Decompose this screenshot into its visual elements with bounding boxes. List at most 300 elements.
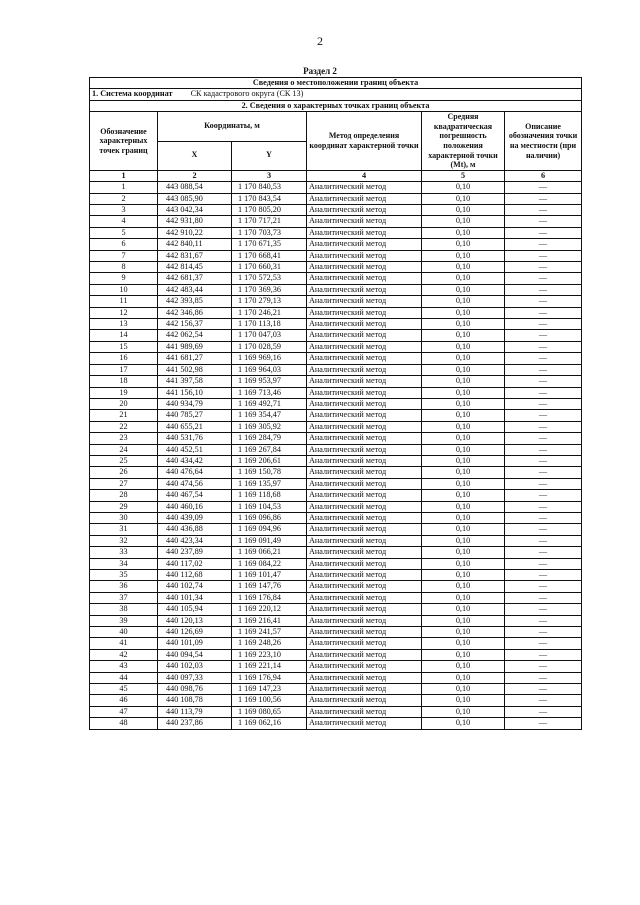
y-coordinate-cell: 1 169 241,57 [232,627,307,638]
method-cell: Аналитический метод [307,273,422,284]
description-cell: — [505,467,582,478]
x-coordinate-cell: 440 476,64 [158,467,232,478]
x-coordinate-cell: 440 237,86 [158,718,232,729]
description-cell: — [505,547,582,558]
method-cell: Аналитический метод [307,661,422,672]
y-coordinate-cell: 1 169 176,94 [232,672,307,683]
method-cell: Аналитический метод [307,227,422,238]
x-coordinate-cell: 441 681,27 [158,353,232,364]
table-row [90,501,582,512]
table-row [90,262,582,273]
table-row [90,205,582,216]
y-coordinate-cell: 1 169 066,21 [232,547,307,558]
point-number-cell: 22 [90,421,158,432]
table-row [90,319,582,330]
point-number-cell: 21 [90,410,158,421]
error-cell: 0,10 [422,558,505,569]
description-cell: — [505,695,582,706]
point-number-cell: 39 [90,615,158,626]
table-body [90,182,582,730]
point-number-cell: 10 [90,284,158,295]
table-header [90,78,582,182]
column-numbers-row [90,170,582,181]
table-row [90,398,582,409]
coord-system-row [90,89,582,100]
x-coordinate-cell: 440 434,42 [158,455,232,466]
error-cell: 0,10 [422,581,505,592]
x-coordinate-cell: 440 113,79 [158,706,232,717]
description-cell: — [505,387,582,398]
method-cell: Аналитический метод [307,398,422,409]
point-number-cell: 17 [90,364,158,375]
error-cell: 0,10 [422,638,505,649]
coord-system-value: СК кадастрового округа (СК 13) [190,89,304,99]
y-coordinate-cell: 1 170 279,13 [232,296,307,307]
table-row [90,421,582,432]
method-cell: Аналитический метод [307,182,422,193]
table-row [90,512,582,523]
x-coordinate-cell: 440 102,74 [158,581,232,592]
y-coordinate-cell: 1 170 047,03 [232,330,307,341]
x-coordinate-cell: 442 840,11 [158,239,232,250]
y-coordinate-cell: 1 169 094,96 [232,524,307,535]
method-cell: Аналитический метод [307,205,422,216]
x-coordinate-cell: 440 108,78 [158,695,232,706]
y-coordinate-cell: 1 169 135,97 [232,478,307,489]
method-cell: Аналитический метод [307,501,422,512]
y-coordinate-cell: 1 169 354,47 [232,410,307,421]
error-cell: 0,10 [422,570,505,581]
table-row [90,478,582,489]
y-coordinate-cell: 1 169 104,53 [232,501,307,512]
point-number-cell: 8 [90,262,158,273]
error-cell: 0,10 [422,524,505,535]
y-coordinate-cell: 1 170 660,31 [232,262,307,273]
y-coordinate-cell: 1 169 284,79 [232,433,307,444]
y-coordinate-cell: 1 169 096,86 [232,512,307,523]
method-cell: Аналитический метод [307,444,422,455]
y-coordinate-cell: 1 169 953,97 [232,376,307,387]
error-cell: 0,10 [422,376,505,387]
point-number-cell: 43 [90,661,158,672]
method-cell: Аналитический метод [307,592,422,603]
error-cell: 0,10 [422,695,505,706]
point-number-cell: 23 [90,433,158,444]
col-number: 2 [158,170,232,181]
y-coordinate-cell: 1 170 246,21 [232,307,307,318]
x-coordinate-cell: 440 474,56 [158,478,232,489]
method-cell: Аналитический метод [307,364,422,375]
page-number: 2 [317,34,323,48]
point-number-cell: 37 [90,592,158,603]
description-cell: — [505,376,582,387]
description-cell: — [505,638,582,649]
description-cell: — [505,319,582,330]
point-number-cell: 27 [90,478,158,489]
y-coordinate-cell: 1 169 964,03 [232,364,307,375]
point-number-cell: 25 [90,455,158,466]
col-number: 5 [422,170,505,181]
method-cell: Аналитический метод [307,284,422,295]
table-row [90,695,582,706]
table-row [90,718,582,729]
x-coordinate-cell: 440 117,02 [158,558,232,569]
table-row [90,649,582,660]
x-coordinate-cell: 440 097,33 [158,672,232,683]
method-cell: Аналитический метод [307,604,422,615]
table-row [90,364,582,375]
y-coordinate-cell: 1 169 206,61 [232,455,307,466]
header-x: X [158,141,232,170]
table-row [90,307,582,318]
method-cell: Аналитический метод [307,467,422,478]
x-coordinate-cell: 440 467,54 [158,490,232,501]
point-number-cell: 2 [90,193,158,204]
method-cell: Аналитический метод [307,239,422,250]
point-number-cell: 34 [90,558,158,569]
error-cell: 0,10 [422,455,505,466]
point-number-cell: 12 [90,307,158,318]
table-row [90,570,582,581]
method-cell: Аналитический метод [307,718,422,729]
x-coordinate-cell: 442 814,45 [158,262,232,273]
error-cell: 0,10 [422,216,505,227]
x-coordinate-cell: 442 831,67 [158,250,232,261]
error-cell: 0,10 [422,410,505,421]
table-row [90,433,582,444]
table-row [90,672,582,683]
y-coordinate-cell: 1 169 305,92 [232,421,307,432]
description-cell: — [505,581,582,592]
error-cell: 0,10 [422,684,505,695]
x-coordinate-cell: 440 120,13 [158,615,232,626]
y-coordinate-cell: 1 169 216,41 [232,615,307,626]
x-coordinate-cell: 441 156,10 [158,387,232,398]
description-cell: — [505,433,582,444]
description-cell: — [505,364,582,375]
error-cell: 0,10 [422,262,505,273]
header-description: Описание обозначения точки на местности (при наличии) [505,112,582,171]
y-coordinate-cell: 1 170 703,73 [232,227,307,238]
table-row [90,490,582,501]
description-cell: — [505,592,582,603]
table-row [90,182,582,193]
table-row [90,239,582,250]
description-cell: — [505,398,582,409]
point-number-cell: 5 [90,227,158,238]
error-cell: 0,10 [422,319,505,330]
header-error: Средняя квадратическая погрешность положения характерной точки (Mt), м [422,112,505,171]
error-cell: 0,10 [422,627,505,638]
error-cell: 0,10 [422,535,505,546]
x-coordinate-cell: 442 483,44 [158,284,232,295]
table-row [90,330,582,341]
error-cell: 0,10 [422,353,505,364]
method-cell: Аналитический метод [307,250,422,261]
method-cell: Аналитический метод [307,455,422,466]
description-cell: — [505,524,582,535]
table-row [90,592,582,603]
description-cell: — [505,706,582,717]
table-row [90,604,582,615]
error-cell: 0,10 [422,364,505,375]
method-cell: Аналитический метод [307,490,422,501]
method-cell: Аналитический метод [307,193,422,204]
x-coordinate-cell: 440 101,34 [158,592,232,603]
error-cell: 0,10 [422,387,505,398]
description-cell: — [505,216,582,227]
point-number-cell: 28 [90,490,158,501]
y-coordinate-cell: 1 169 223,10 [232,649,307,660]
y-coordinate-cell: 1 169 147,76 [232,581,307,592]
table-row [90,227,582,238]
description-cell: — [505,250,582,261]
table-row [90,296,582,307]
description-cell: — [505,284,582,295]
table-row [90,193,582,204]
method-cell: Аналитический метод [307,615,422,626]
y-coordinate-cell: 1 169 713,46 [232,387,307,398]
point-number-cell: 38 [90,604,158,615]
x-coordinate-cell: 443 088,54 [158,182,232,193]
error-cell: 0,10 [422,706,505,717]
description-cell: — [505,341,582,352]
table-row [90,216,582,227]
point-number-cell: 20 [90,398,158,409]
point-number-cell: 26 [90,467,158,478]
subtable-title: 2. Сведения о характерных точках границ объекта [90,100,582,111]
col-number: 4 [307,170,422,181]
error-cell: 0,10 [422,661,505,672]
y-coordinate-cell: 1 170 717,21 [232,216,307,227]
point-number-cell: 33 [90,547,158,558]
y-coordinate-cell: 1 169 100,56 [232,695,307,706]
description-cell: — [505,501,582,512]
method-cell: Аналитический метод [307,341,422,352]
point-number-cell: 4 [90,216,158,227]
point-number-cell: 48 [90,718,158,729]
point-number-cell: 46 [90,695,158,706]
x-coordinate-cell: 441 397,58 [158,376,232,387]
point-number-cell: 32 [90,535,158,546]
description-cell: — [505,478,582,489]
error-cell: 0,10 [422,193,505,204]
x-coordinate-cell: 440 436,88 [158,524,232,535]
y-coordinate-cell: 1 170 840,53 [232,182,307,193]
table-row [90,284,582,295]
x-coordinate-cell: 440 237,89 [158,547,232,558]
header-coords: Координаты, м [158,112,307,141]
point-number-cell: 35 [90,570,158,581]
description-cell: — [505,205,582,216]
x-coordinate-cell: 440 439,09 [158,512,232,523]
x-coordinate-cell: 443 042,34 [158,205,232,216]
method-cell: Аналитический метод [307,535,422,546]
header-method: Метод определения координат характерной точки [307,112,422,171]
y-coordinate-cell: 1 169 220,12 [232,604,307,615]
method-cell: Аналитический метод [307,558,422,569]
x-coordinate-cell: 442 062,54 [158,330,232,341]
x-coordinate-cell: 442 393,85 [158,296,232,307]
method-cell: Аналитический метод [307,330,422,341]
error-cell: 0,10 [422,490,505,501]
point-number-cell: 40 [90,627,158,638]
method-cell: Аналитический метод [307,627,422,638]
method-cell: Аналитический метод [307,695,422,706]
description-cell: — [505,455,582,466]
method-cell: Аналитический метод [307,376,422,387]
y-coordinate-cell: 1 169 091,49 [232,535,307,546]
x-coordinate-cell: 440 423,34 [158,535,232,546]
method-cell: Аналитический метод [307,421,422,432]
x-coordinate-cell: 440 098,76 [158,684,232,695]
point-number-cell: 14 [90,330,158,341]
x-coordinate-cell: 440 126,69 [158,627,232,638]
method-cell: Аналитический метод [307,547,422,558]
table-row [90,467,582,478]
table-row [90,581,582,592]
method-cell: Аналитический метод [307,353,422,364]
y-coordinate-cell: 1 169 118,68 [232,490,307,501]
method-cell: Аналитический метод [307,570,422,581]
point-number-cell: 6 [90,239,158,250]
y-coordinate-cell: 1 170 671,35 [232,239,307,250]
description-cell: — [505,604,582,615]
col-number: 3 [232,170,307,181]
x-coordinate-cell: 440 094,54 [158,649,232,660]
table-row [90,558,582,569]
point-number-cell: 18 [90,376,158,387]
method-cell: Аналитический метод [307,307,422,318]
method-cell: Аналитический метод [307,262,422,273]
table-row [90,706,582,717]
description-cell: — [505,684,582,695]
x-coordinate-cell: 440 112,68 [158,570,232,581]
error-cell: 0,10 [422,398,505,409]
description-cell: — [505,296,582,307]
description-cell: — [505,410,582,421]
table-row [90,273,582,284]
description-cell: — [505,421,582,432]
table-row [90,615,582,626]
description-cell: — [505,661,582,672]
error-cell: 0,10 [422,182,505,193]
error-cell: 0,10 [422,433,505,444]
table-row [90,661,582,672]
description-cell: — [505,273,582,284]
description-cell: — [505,444,582,455]
method-cell: Аналитический метод [307,387,422,398]
error-cell: 0,10 [422,501,505,512]
point-number-cell: 19 [90,387,158,398]
y-coordinate-cell: 1 169 221,14 [232,661,307,672]
point-number-cell: 3 [90,205,158,216]
y-coordinate-cell: 1 169 176,84 [232,592,307,603]
method-cell: Аналитический метод [307,433,422,444]
error-cell: 0,10 [422,672,505,683]
table-row [90,353,582,364]
error-cell: 0,10 [422,512,505,523]
point-number-cell: 30 [90,512,158,523]
y-coordinate-cell: 1 169 969,16 [232,353,307,364]
error-cell: 0,10 [422,478,505,489]
error-cell: 0,10 [422,444,505,455]
y-coordinate-cell: 1 169 267,84 [232,444,307,455]
point-number-cell: 36 [90,581,158,592]
method-cell: Аналитический метод [307,512,422,523]
point-number-cell: 11 [90,296,158,307]
description-cell: — [505,718,582,729]
x-coordinate-cell: 440 785,27 [158,410,232,421]
method-cell: Аналитический метод [307,638,422,649]
table-row [90,684,582,695]
error-cell: 0,10 [422,604,505,615]
method-cell: Аналитический метод [307,684,422,695]
x-coordinate-cell: 441 989,69 [158,341,232,352]
x-coordinate-cell: 442 910,22 [158,227,232,238]
error-cell: 0,10 [422,615,505,626]
description-cell: — [505,353,582,364]
col-number: 1 [90,170,158,181]
error-cell: 0,10 [422,205,505,216]
x-coordinate-cell: 442 346,86 [158,307,232,318]
point-number-cell: 13 [90,319,158,330]
point-number-cell: 44 [90,672,158,683]
method-cell: Аналитический метод [307,216,422,227]
x-coordinate-cell: 440 460,16 [158,501,232,512]
boundary-points-table [89,77,582,730]
description-cell: — [505,193,582,204]
description-cell: — [505,558,582,569]
y-coordinate-cell: 1 170 668,41 [232,250,307,261]
col-number: 6 [505,170,582,181]
table-row [90,250,582,261]
description-cell: — [505,330,582,341]
table-row [90,455,582,466]
header-y: Y [232,141,307,170]
section-label: Раздел 2 [303,66,337,76]
table-row [90,627,582,638]
x-coordinate-cell: 440 655,21 [158,421,232,432]
description-cell: — [505,239,582,250]
error-cell: 0,10 [422,467,505,478]
error-cell: 0,10 [422,421,505,432]
error-cell: 0,10 [422,649,505,660]
description-cell: — [505,627,582,638]
method-cell: Аналитический метод [307,581,422,592]
error-cell: 0,10 [422,296,505,307]
y-coordinate-cell: 1 170 028,59 [232,341,307,352]
method-cell: Аналитический метод [307,319,422,330]
x-coordinate-cell: 440 105,94 [158,604,232,615]
description-cell: — [505,570,582,581]
point-number-cell: 9 [90,273,158,284]
method-cell: Аналитический метод [307,706,422,717]
error-cell: 0,10 [422,592,505,603]
y-coordinate-cell: 1 169 147,23 [232,684,307,695]
table-row [90,535,582,546]
point-number-cell: 47 [90,706,158,717]
table-title: Сведения о местоположении границ объекта [90,78,582,89]
error-cell: 0,10 [422,273,505,284]
y-coordinate-cell: 1 169 101,47 [232,570,307,581]
y-coordinate-cell: 1 169 150,78 [232,467,307,478]
y-coordinate-cell: 1 169 062,16 [232,718,307,729]
x-coordinate-cell: 440 101,09 [158,638,232,649]
error-cell: 0,10 [422,718,505,729]
y-coordinate-cell: 1 169 492,71 [232,398,307,409]
description-cell: — [505,227,582,238]
